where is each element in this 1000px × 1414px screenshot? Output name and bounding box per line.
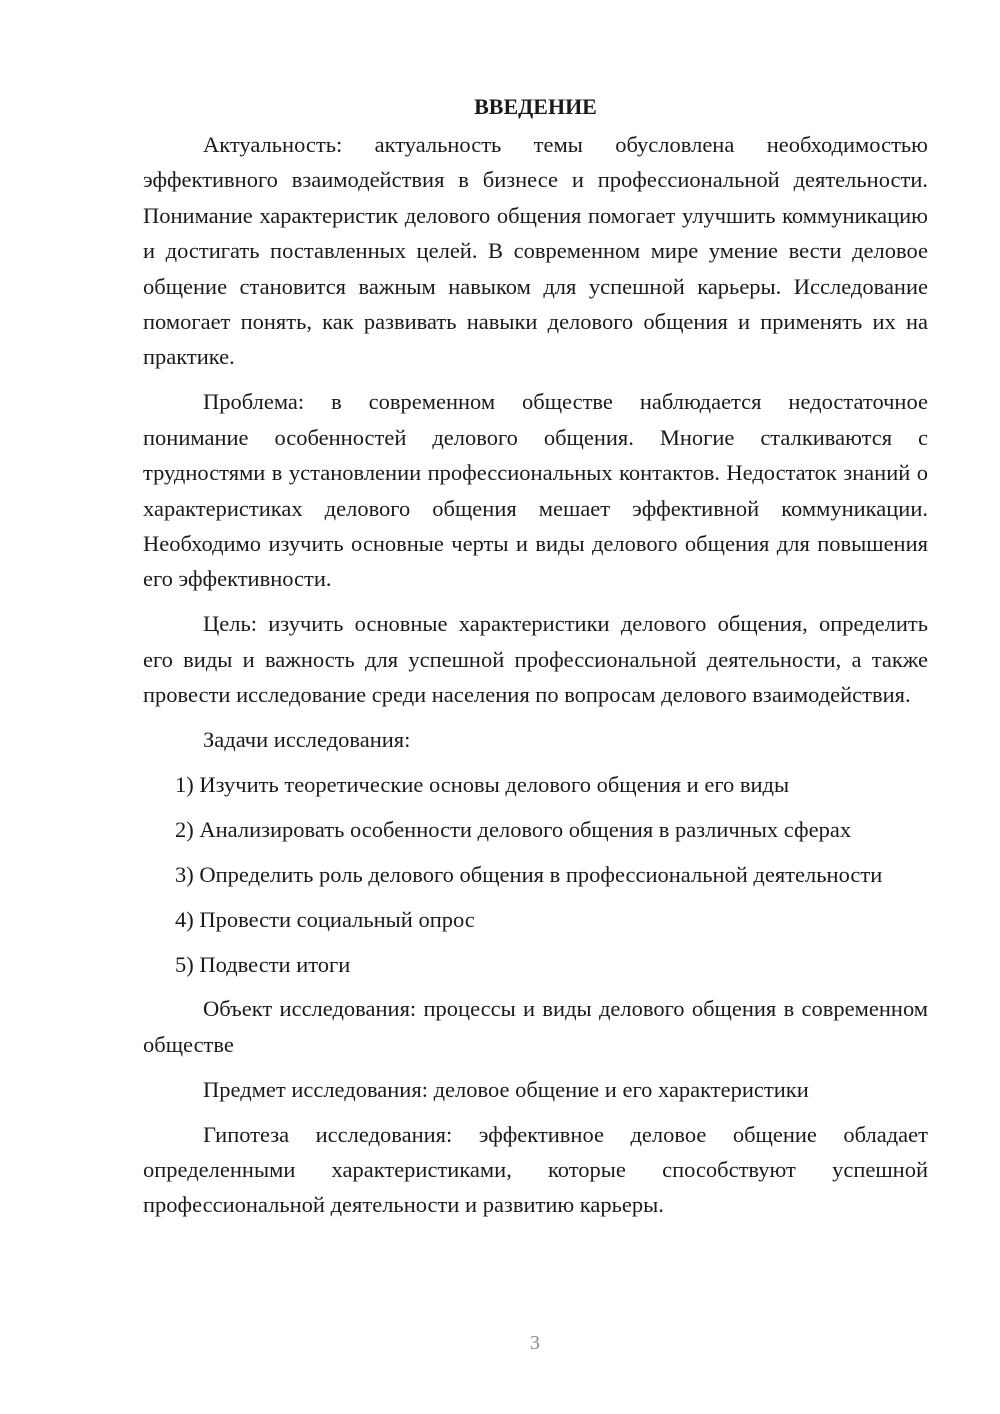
task-item-5: 5) Подвести итоги bbox=[175, 951, 351, 977]
paragraph-goal: Цель: изучить основные характеристики делового общения, определить его виды и важность для успешной профессиональной деятельности, а также провести исследование среди населения по вопросам делового взаимодействия. bbox=[143, 611, 928, 708]
task-item-3: 3) Определить роль делового общения в профессиональной деятельности bbox=[175, 861, 883, 887]
paragraph-hypothesis: Гипотеза исследования: эффективное деловое общение обладает определенными характеристиками, которые способствуют успешной профессиональной деятельности и развитию карьеры. bbox=[143, 1121, 928, 1218]
paragraph-object: Объект исследования: процессы и виды делового общения в современном обществе bbox=[143, 996, 928, 1057]
document-page bbox=[143, 92, 928, 1232]
task-item-4: 4) Провести социальный опрос bbox=[175, 906, 475, 932]
paragraph-problem: Проблема: в современном обществе наблюдается недостаточное понимание особенностей делового общения. Многие сталкиваются с трудностями в установлении профессиональных контактов. Недостаток знаний о характеристиках делового общения мешает эффективной коммуникации. Необходимо изучить основные черты и виды делового общения для повышения его эффективности. bbox=[143, 389, 928, 592]
tasks-heading: Задачи исследования: bbox=[203, 727, 411, 752]
task-item-2: 2) Анализировать особенности делового общения в различных сферах bbox=[175, 816, 852, 842]
paragraph-relevance: Актуальность: актуальность темы обусловлена необходимостью эффективного взаимодействия в бизнесе и профессиональной деятельности. Понимание характеристик делового общения помогает улучшить коммуникацию и достигать поставленных целей. В современном мире умение вести деловое общение становится важным навыком для успешной карьеры. Исследование помогает понять, как развивать навыки делового общения и применять их на практике. bbox=[143, 132, 928, 370]
section-title: ВВЕДЕНИЕ bbox=[474, 94, 597, 119]
page-number: 3 bbox=[530, 1332, 540, 1354]
task-item-1: 1) Изучить теоретические основы делового общения и его виды bbox=[175, 771, 790, 797]
paragraph-subject: Предмет исследования: деловое общение и его характеристики bbox=[203, 1076, 809, 1102]
